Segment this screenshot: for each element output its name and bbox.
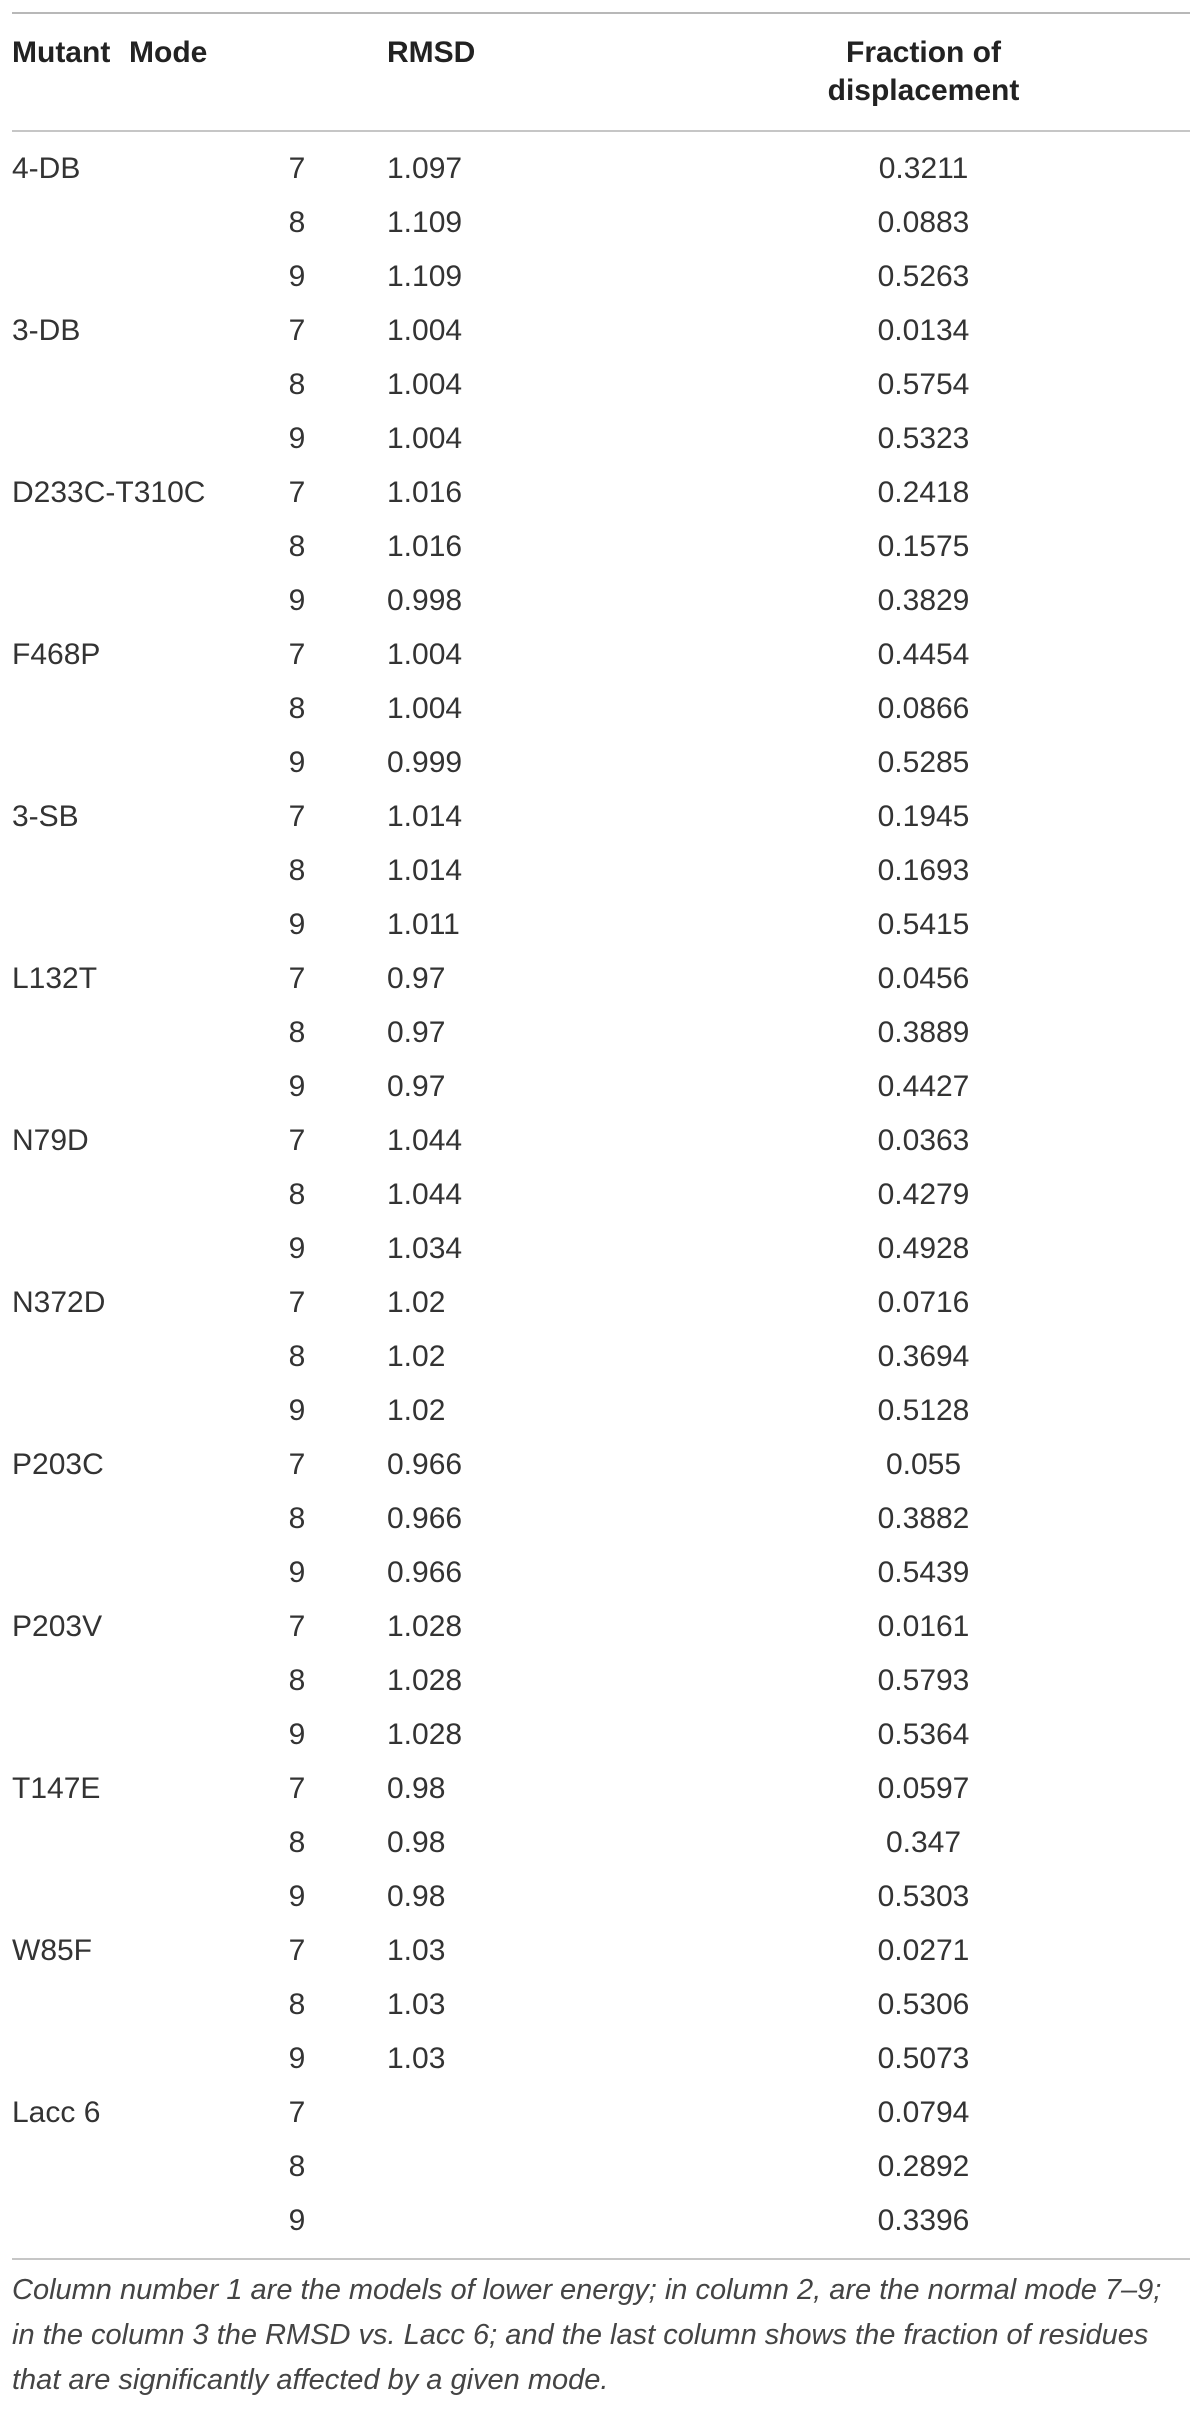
cell-fraction: 0.0456 — [877, 962, 970, 995]
cell-fraction: 0.5323 — [877, 422, 970, 455]
cell-mode: 9 — [288, 1394, 306, 1427]
cell-mode: 8 — [288, 530, 306, 563]
cell-rmsd-wrapper — [288, 1978, 657, 2032]
cell-mutant: N372D — [12, 1286, 106, 1319]
table-row — [12, 1492, 1190, 1546]
cell-rmsd-wrapper — [288, 2032, 657, 2086]
cell-rmsd-wrapper — [288, 1492, 657, 1546]
cell-rmsd-wrapper — [288, 250, 657, 304]
cell-rmsd: 1.016 — [387, 476, 463, 509]
cell-rmsd-wrapper — [288, 2086, 657, 2140]
cell-rmsd: 1.004 — [387, 638, 463, 671]
cell-mutant — [12, 1060, 387, 1114]
table-row — [12, 1060, 1190, 1114]
cell-rmsd: 1.03 — [387, 1988, 446, 2021]
data-table-body — [12, 142, 1190, 2248]
cell-rmsd: 0.98 — [387, 1880, 446, 1913]
table-row — [12, 466, 1190, 520]
cell-mutant: 4-DB — [12, 152, 81, 185]
cell-fraction: 0.0883 — [877, 206, 970, 239]
cell-mode: 9 — [288, 260, 306, 293]
table-row — [12, 628, 1190, 682]
table-row — [12, 1762, 1190, 1816]
cell-mode: 9 — [288, 2204, 306, 2237]
cell-rmsd-wrapper — [288, 1114, 657, 1168]
cell-fraction: 0.0866 — [877, 692, 970, 725]
cell-rmsd-wrapper — [288, 1924, 657, 1978]
cell-rmsd-wrapper — [288, 1006, 657, 1060]
table-row — [12, 1222, 1190, 1276]
cell-fraction: 0.1575 — [877, 530, 970, 563]
cell-fraction: 0.1945 — [877, 800, 970, 833]
cell-mode: 8 — [288, 206, 306, 239]
cell-rmsd: 1.02 — [387, 1394, 446, 1427]
header-mode: Mode — [129, 36, 208, 69]
cell-rmsd: 1.044 — [387, 1124, 463, 1157]
cell-rmsd-wrapper — [288, 2194, 657, 2248]
cell-rmsd-wrapper — [288, 358, 657, 412]
cell-mutant — [12, 412, 387, 466]
cell-rmsd: 0.97 — [387, 1070, 446, 1103]
cell-mode: 7 — [288, 2096, 306, 2129]
cell-rmsd-wrapper — [288, 1438, 657, 1492]
cell-rmsd: 0.999 — [387, 746, 463, 779]
cell-rmsd: 0.97 — [387, 1016, 446, 1049]
cell-mode: 9 — [288, 908, 306, 941]
cell-mode: 9 — [288, 746, 306, 779]
cell-rmsd-wrapper — [288, 1060, 657, 1114]
cell-rmsd: 0.966 — [387, 1448, 463, 1481]
cell-rmsd: 1.028 — [387, 1718, 463, 1751]
cell-mode: 7 — [288, 1934, 306, 1967]
cell-rmsd-wrapper — [288, 898, 657, 952]
cell-mutant — [12, 358, 387, 412]
cell-mutant: P203C — [12, 1448, 104, 1481]
cell-mode: 8 — [288, 368, 306, 401]
cell-rmsd-wrapper — [288, 1222, 657, 1276]
table-row — [12, 2086, 1190, 2140]
cell-fraction: 0.0161 — [877, 1610, 970, 1643]
cell-fraction: 0.2418 — [877, 476, 970, 509]
cell-fraction: 0.3889 — [877, 1016, 970, 1049]
cell-mutant — [12, 1492, 387, 1546]
header-row — [12, 14, 1190, 130]
cell-rmsd-wrapper — [288, 736, 657, 790]
table-row — [12, 574, 1190, 628]
table-row — [12, 1006, 1190, 1060]
cell-rmsd: 0.98 — [387, 1826, 446, 1859]
cell-rmsd-wrapper — [288, 1276, 657, 1330]
table-row — [12, 844, 1190, 898]
table-row — [12, 1600, 1190, 1654]
cell-mutant — [12, 1546, 387, 1600]
table-row — [12, 304, 1190, 358]
cell-rmsd: 1.034 — [387, 1232, 463, 1265]
cell-mode: 9 — [288, 1070, 306, 1103]
cell-fraction: 0.4928 — [877, 1232, 970, 1265]
table-row — [12, 196, 1190, 250]
cell-mode: 7 — [288, 638, 306, 671]
table-row — [12, 520, 1190, 574]
cell-mutant — [12, 1654, 387, 1708]
cell-mutant: P203V — [12, 1610, 103, 1643]
cell-mutant — [12, 1384, 387, 1438]
cell-rmsd: 1.014 — [387, 800, 463, 833]
cell-fraction: 0.2892 — [877, 2150, 970, 2183]
cell-mode: 9 — [288, 1232, 306, 1265]
cell-mutant: T147E — [12, 1772, 101, 1805]
cell-rmsd: 1.028 — [387, 1610, 463, 1643]
cell-rmsd-wrapper — [288, 142, 657, 196]
cell-mode: 8 — [288, 1988, 306, 2021]
cell-rmsd-wrapper — [288, 520, 657, 574]
cell-rmsd-wrapper — [288, 628, 657, 682]
cell-rmsd: 0.998 — [387, 584, 463, 617]
table-row — [12, 1114, 1190, 1168]
table-row — [12, 1978, 1190, 2032]
cell-mode: 8 — [288, 1178, 306, 1211]
cell-mode: 7 — [288, 152, 306, 185]
cell-fraction: 0.5128 — [877, 1394, 970, 1427]
cell-mutant — [12, 1870, 387, 1924]
table-row — [12, 1708, 1190, 1762]
cell-fraction: 0.4427 — [877, 1070, 970, 1103]
cell-mode: 9 — [288, 422, 306, 455]
table-row — [12, 412, 1190, 466]
cell-rmsd-wrapper — [288, 682, 657, 736]
cell-rmsd: 0.966 — [387, 1502, 463, 1535]
cell-mutant: 3-SB — [12, 800, 79, 833]
cell-mode: 9 — [288, 2042, 306, 2075]
cell-rmsd: 1.044 — [387, 1178, 463, 1211]
table-row — [12, 1384, 1190, 1438]
cell-mutant — [12, 1006, 387, 1060]
cell-fraction: 0.3829 — [877, 584, 970, 617]
cell-mutant: D233C-T310C — [12, 476, 206, 509]
header-fraction-line1: Fraction of — [846, 36, 1001, 69]
cell-mode: 8 — [288, 1016, 306, 1049]
cell-rmsd-wrapper — [288, 952, 657, 1006]
cell-rmsd-wrapper — [288, 1330, 657, 1384]
cell-mutant — [12, 250, 387, 304]
cell-mutant: 3-DB — [12, 314, 81, 347]
cell-rmsd-wrapper — [288, 1654, 657, 1708]
cell-fraction: 0.3396 — [877, 2204, 970, 2237]
header-fraction — [657, 14, 1190, 130]
cell-rmsd-wrapper — [288, 196, 657, 250]
cell-mutant — [12, 2194, 387, 2248]
cell-mutant — [12, 520, 387, 574]
table-row — [12, 1924, 1190, 1978]
cell-fraction: 0.0271 — [877, 1934, 970, 1967]
cell-mode: 8 — [288, 2150, 306, 2183]
table-row — [12, 2032, 1190, 2086]
cell-mutant: W85F — [12, 1934, 93, 1967]
cell-mutant — [12, 574, 387, 628]
cell-rmsd: 1.02 — [387, 1340, 446, 1373]
table-row — [12, 1816, 1190, 1870]
cell-rmsd-wrapper — [288, 1870, 657, 1924]
cell-mode: 8 — [288, 1340, 306, 1373]
cell-fraction: 0.5263 — [877, 260, 970, 293]
table-row — [12, 952, 1190, 1006]
header-rmsd-cell — [129, 14, 657, 130]
table-header — [12, 14, 1190, 130]
cell-mode: 9 — [288, 1880, 306, 1913]
table-row — [12, 1276, 1190, 1330]
cell-mutant — [12, 898, 387, 952]
cell-mutant: N79D — [12, 1124, 89, 1157]
cell-rmsd-wrapper — [288, 1600, 657, 1654]
table-row — [12, 1438, 1190, 1492]
cell-mutant: L132T — [12, 962, 98, 995]
cell-mode: 7 — [288, 1286, 306, 1319]
cell-mutant: F468P — [12, 638, 101, 671]
cell-fraction: 0.5364 — [877, 1718, 970, 1751]
cell-mutant — [12, 1708, 387, 1762]
cell-rmsd-wrapper — [288, 304, 657, 358]
table-row — [12, 1168, 1190, 1222]
cell-fraction: 0.0716 — [877, 1286, 970, 1319]
cell-fraction: 0.0134 — [877, 314, 970, 347]
cell-mode: 8 — [288, 1664, 306, 1697]
cell-mode: 7 — [288, 962, 306, 995]
cell-mode: 7 — [288, 1772, 306, 1805]
cell-rmsd-wrapper — [288, 2140, 657, 2194]
cell-rmsd: 1.014 — [387, 854, 463, 887]
table-row — [12, 2194, 1190, 2248]
cell-rmsd-wrapper — [288, 1708, 657, 1762]
cell-rmsd: 1.03 — [387, 2042, 446, 2075]
cell-mode: 7 — [288, 800, 306, 833]
cell-rmsd-wrapper — [288, 574, 657, 628]
cell-mutant — [12, 2032, 387, 2086]
table-row — [12, 1870, 1190, 1924]
cell-fraction: 0.5285 — [877, 746, 970, 779]
cell-fraction: 0.0363 — [877, 1124, 970, 1157]
table-row — [12, 1654, 1190, 1708]
cell-mode: 9 — [288, 584, 306, 617]
cell-rmsd: 0.966 — [387, 1556, 463, 1589]
cell-fraction: 0.1693 — [877, 854, 970, 887]
cell-rmsd: 1.011 — [387, 908, 460, 941]
cell-fraction: 0.3882 — [877, 1502, 970, 1535]
cell-rmsd: 1.109 — [387, 206, 463, 239]
cell-rmsd-wrapper — [288, 1168, 657, 1222]
cell-fraction: 0.5793 — [877, 1664, 970, 1697]
cell-rmsd-wrapper — [288, 1384, 657, 1438]
cell-mutant — [12, 196, 387, 250]
table-body — [12, 142, 1190, 2248]
cell-fraction: 0.4279 — [877, 1178, 970, 1211]
cell-mode: 9 — [288, 1556, 306, 1589]
cell-fraction: 0.5439 — [877, 1556, 970, 1589]
table-container — [12, 12, 1190, 2403]
cell-mode: 7 — [288, 1448, 306, 1481]
cell-fraction: 0.5754 — [877, 368, 970, 401]
cell-mode: 8 — [288, 854, 306, 887]
cell-mutant: Lacc 6 — [12, 2096, 101, 2129]
cell-mode: 9 — [288, 1718, 306, 1751]
cell-mode: 7 — [288, 476, 306, 509]
cell-mutant — [12, 1222, 387, 1276]
cell-mode: 8 — [288, 692, 306, 725]
cell-mutant — [12, 1816, 387, 1870]
cell-fraction: 0.0597 — [877, 1772, 970, 1805]
cell-fraction: 0.0794 — [877, 2096, 970, 2129]
cell-mode: 8 — [288, 1502, 306, 1535]
table-row — [12, 358, 1190, 412]
cell-fraction: 0.5306 — [877, 1988, 970, 2021]
cell-rmsd: 1.028 — [387, 1664, 463, 1697]
cell-fraction: 0.3694 — [877, 1340, 970, 1373]
cell-rmsd: 1.03 — [387, 1934, 446, 1967]
data-table — [12, 14, 1190, 130]
cell-fraction: 0.055 — [885, 1448, 962, 1481]
cell-rmsd: 1.004 — [387, 368, 463, 401]
cell-mutant — [12, 1978, 387, 2032]
cell-rmsd: 1.109 — [387, 260, 463, 293]
cell-rmsd: 1.004 — [387, 692, 463, 725]
cell-mutant — [12, 844, 387, 898]
cell-rmsd: 1.004 — [387, 422, 463, 455]
cell-fraction: 0.5415 — [877, 908, 970, 941]
cell-rmsd-wrapper — [288, 844, 657, 898]
cell-mutant — [12, 682, 387, 736]
cell-fraction: 0.5303 — [877, 1880, 970, 1913]
cell-mode: 7 — [288, 314, 306, 347]
cell-mutant — [12, 1330, 387, 1384]
cell-rmsd-wrapper — [288, 412, 657, 466]
cell-rmsd-wrapper — [288, 1816, 657, 1870]
table-row — [12, 1330, 1190, 1384]
cell-rmsd: 1.004 — [387, 314, 463, 347]
cell-mutant — [12, 2140, 387, 2194]
cell-mutant — [12, 736, 387, 790]
cell-rmsd: 1.016 — [387, 530, 463, 563]
cell-rmsd-wrapper — [288, 1762, 657, 1816]
table-row — [12, 682, 1190, 736]
header-rmsd: RMSD — [387, 36, 476, 69]
table-row — [12, 736, 1190, 790]
cell-mode: 8 — [288, 1826, 306, 1859]
table-footnote: Column number 1 are the models of lower energy; in column 2, are the normal mode 7–9; in the column 3 the RMSD vs. Lacc 6; and the last column shows the fraction of residues that are significantly affected by a given mode. — [12, 2274, 1162, 2396]
cell-rmsd: 0.97 — [387, 962, 446, 995]
cell-mode: 7 — [288, 1610, 306, 1643]
cell-fraction: 0.347 — [885, 1826, 962, 1859]
table-row — [12, 1546, 1190, 1600]
cell-rmsd-wrapper — [288, 790, 657, 844]
header-mutant: Mutant — [12, 36, 111, 69]
cell-rmsd-wrapper — [288, 1546, 657, 1600]
cell-fraction: 0.4454 — [877, 638, 970, 671]
table-row — [12, 790, 1190, 844]
cell-rmsd-wrapper — [288, 466, 657, 520]
cell-rmsd: 1.02 — [387, 1286, 446, 1319]
cell-mode: 7 — [288, 1124, 306, 1157]
cell-fraction: 0.5073 — [877, 2042, 970, 2075]
cell-mutant — [12, 1168, 387, 1222]
cell-fraction: 0.3211 — [878, 152, 969, 185]
cell-rmsd: 1.097 — [387, 152, 463, 185]
header-fraction-line2: displacement — [827, 74, 1020, 107]
table-row — [12, 2140, 1190, 2194]
table-row — [12, 142, 1190, 196]
table-row — [12, 250, 1190, 304]
cell-rmsd: 0.98 — [387, 1772, 446, 1805]
table-row — [12, 898, 1190, 952]
